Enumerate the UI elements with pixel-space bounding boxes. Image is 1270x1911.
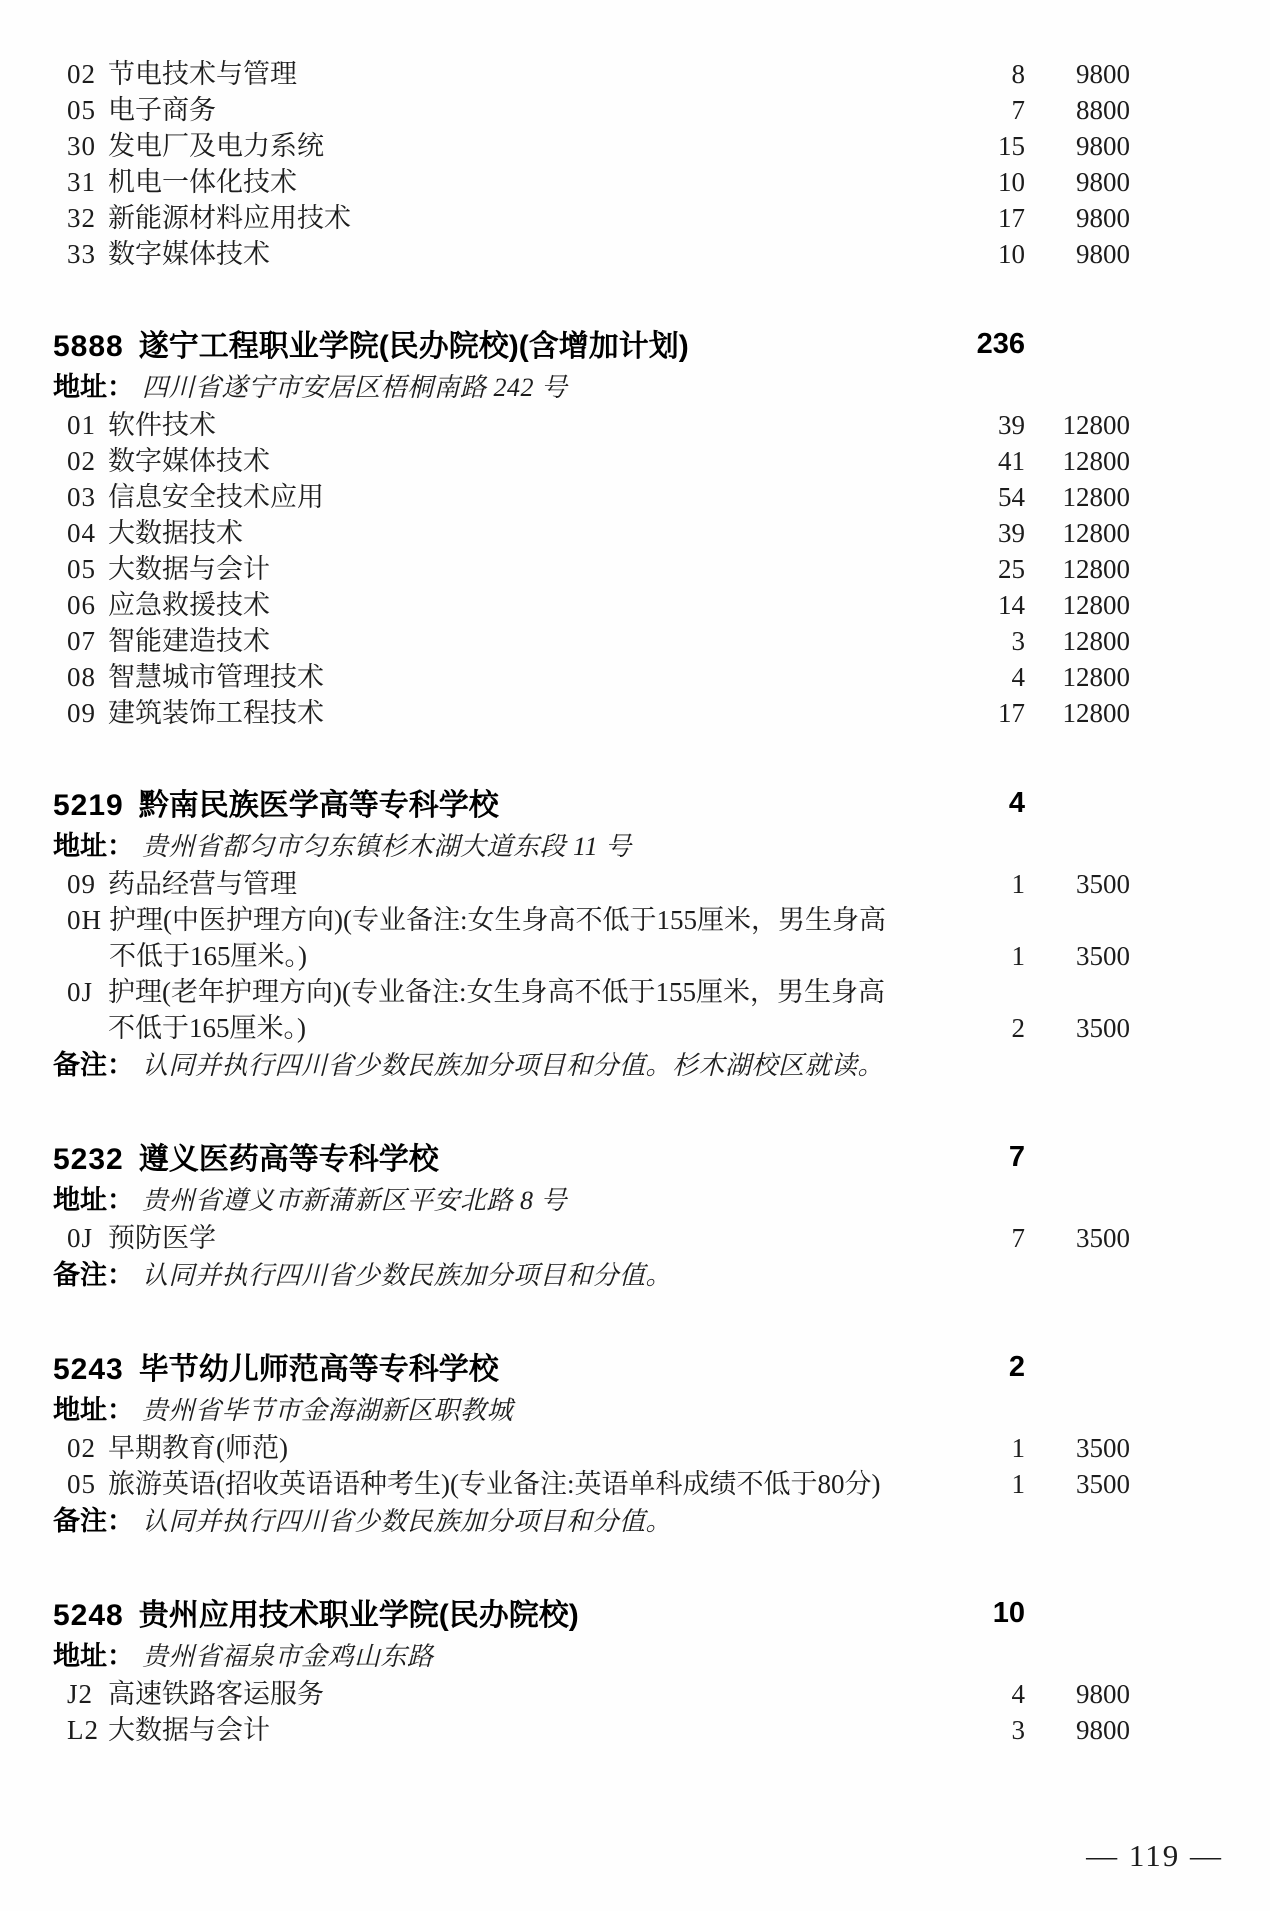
major-code: 01 xyxy=(67,410,96,440)
tuition-fee: 12800 xyxy=(1062,482,1130,512)
plan-count: 4 xyxy=(1011,1679,1025,1709)
major-name: 护理(老年护理方向)(专业备注:女生身高不低于155厘米，男生身高不低于165厘米。) xyxy=(108,977,885,1043)
major-row xyxy=(53,443,1130,479)
college-header xyxy=(53,1139,1130,1181)
major-code: 30 xyxy=(67,131,96,161)
major-row xyxy=(53,1466,1130,1502)
major-code: 0J xyxy=(67,1223,94,1253)
major-row xyxy=(53,587,1130,623)
college-code: 5888 xyxy=(53,330,124,363)
major-row xyxy=(53,200,1130,236)
college-note-row xyxy=(53,1502,1130,1541)
tuition-fee: 12800 xyxy=(1062,698,1130,728)
major-row xyxy=(53,551,1130,587)
major-name: 数字媒体技术 xyxy=(108,446,270,476)
major-row xyxy=(53,974,1130,1046)
tuition-fee: 9800 xyxy=(1076,239,1130,269)
major-name: 节电技术与管理 xyxy=(108,59,297,89)
major-code: 07 xyxy=(67,626,96,656)
major-row xyxy=(53,164,1130,200)
tuition-fee: 12800 xyxy=(1062,446,1130,476)
major-row xyxy=(53,92,1130,128)
college-header xyxy=(53,326,1130,368)
plan-count: 41 xyxy=(998,446,1025,476)
college-header xyxy=(53,1595,1130,1637)
major-row xyxy=(53,479,1130,515)
major-name: 信息安全技术应用 xyxy=(108,482,324,512)
college-code: 5243 xyxy=(53,1353,124,1386)
college-section xyxy=(53,1349,1130,1541)
tuition-fee: 12800 xyxy=(1062,554,1130,584)
major-name: 大数据与会计 xyxy=(108,554,270,584)
major-code: 02 xyxy=(67,59,96,89)
college-address-row xyxy=(53,827,1130,866)
address-text: 贵州省福泉市金鸡山东路 xyxy=(142,1642,434,1671)
address-label: 地址： xyxy=(53,1395,134,1425)
tuition-fee: 12800 xyxy=(1062,626,1130,656)
plan-count: 54 xyxy=(998,482,1025,512)
major-name: 早期教育(师范) xyxy=(108,1433,288,1463)
major-code: 03 xyxy=(67,482,96,512)
note-text: 认同并执行四川省少数民族加分项目和分值。 xyxy=(142,1261,673,1290)
tuition-fee: 12800 xyxy=(1062,662,1130,692)
major-code: 09 xyxy=(67,869,96,899)
plan-count: 8 xyxy=(1011,59,1025,89)
tuition-fee: 3500 xyxy=(1076,1223,1130,1253)
major-code: 08 xyxy=(67,662,96,692)
major-row xyxy=(53,407,1130,443)
plan-count: 4 xyxy=(1011,662,1025,692)
major-code: J2 xyxy=(67,1679,94,1709)
tuition-fee: 9800 xyxy=(1076,59,1130,89)
major-code: L2 xyxy=(67,1715,99,1745)
address-label: 地址： xyxy=(53,1641,134,1671)
college-address-row xyxy=(53,1637,1130,1676)
major-name: 药品经营与管理 xyxy=(108,869,297,899)
major-row xyxy=(53,1712,1130,1748)
major-name: 软件技术 xyxy=(108,410,216,440)
plan-count: 2 xyxy=(1011,1013,1025,1043)
college-code: 5219 xyxy=(53,789,124,822)
plan-count: 7 xyxy=(1011,95,1025,125)
address-text: 四川省遂宁市安居区梧桐南路 242 号 xyxy=(142,373,568,402)
major-row xyxy=(53,515,1130,551)
college-name: 遂宁工程职业学院(民办院校)(含增加计划) xyxy=(138,330,689,363)
major-code: 32 xyxy=(67,203,96,233)
college-plan-count: 4 xyxy=(1008,787,1025,819)
address-text: 贵州省毕节市金海湖新区职教城 xyxy=(142,1396,514,1425)
college-header xyxy=(53,785,1130,827)
major-name: 旅游英语(招收英语语种考生)(专业备注:英语单科成绩不低于80分) xyxy=(108,1469,881,1499)
tuition-fee: 9800 xyxy=(1076,1715,1130,1745)
tuition-fee: 3500 xyxy=(1076,941,1130,971)
major-row xyxy=(53,695,1130,731)
tuition-fee: 9800 xyxy=(1076,131,1130,161)
tuition-fee: 12800 xyxy=(1062,590,1130,620)
major-row xyxy=(53,902,1130,974)
major-name: 应急救援技术 xyxy=(108,590,270,620)
plan-count: 1 xyxy=(1011,1433,1025,1463)
college-header xyxy=(53,1349,1130,1391)
major-code: 0J xyxy=(67,977,94,1007)
major-row xyxy=(53,1676,1130,1712)
college-plan-count: 236 xyxy=(976,328,1025,360)
major-name: 智能建造技术 xyxy=(108,626,270,656)
plan-count: 1 xyxy=(1011,869,1025,899)
major-row xyxy=(53,623,1130,659)
major-name: 电子商务 xyxy=(108,95,216,125)
college-address-row xyxy=(53,1391,1130,1430)
tuition-fee: 9800 xyxy=(1076,203,1130,233)
tuition-fee: 3500 xyxy=(1076,1469,1130,1499)
college-address-row xyxy=(53,368,1130,407)
plan-count: 10 xyxy=(998,167,1025,197)
page-number: — 119 — xyxy=(1086,1838,1223,1873)
tuition-fee: 8800 xyxy=(1076,95,1130,125)
major-code: 04 xyxy=(67,518,96,548)
college-name: 遵义医药高等专科学校 xyxy=(138,1143,439,1176)
plan-count: 3 xyxy=(1011,626,1025,656)
major-row xyxy=(53,1430,1130,1466)
plan-count: 39 xyxy=(998,410,1025,440)
major-code: 02 xyxy=(67,1433,96,1463)
tuition-fee: 12800 xyxy=(1062,518,1130,548)
college-code: 5232 xyxy=(53,1143,124,1176)
major-name: 机电一体化技术 xyxy=(108,167,297,197)
tuition-fee: 3500 xyxy=(1076,869,1130,899)
major-row xyxy=(53,56,1130,92)
major-code: 31 xyxy=(67,167,96,197)
college-code: 5248 xyxy=(53,1599,124,1632)
major-name: 护理(中医护理方向)(专业备注:女生身高不低于155厘米，男生身高不低于165厘米。) xyxy=(109,905,886,971)
college-name: 黔南民族医学高等专科学校 xyxy=(138,789,499,822)
college-section xyxy=(53,326,1130,731)
major-code: 33 xyxy=(67,239,96,269)
major-row xyxy=(53,659,1130,695)
major-row xyxy=(53,866,1130,902)
major-name: 大数据与会计 xyxy=(108,1715,270,1745)
note-label: 备注： xyxy=(53,1506,134,1536)
college-plan-count: 7 xyxy=(1008,1141,1025,1173)
address-label: 地址： xyxy=(53,831,134,861)
major-name: 新能源材料应用技术 xyxy=(108,203,351,233)
address-text: 贵州省都匀市匀东镇杉木湖大道东段 11 号 xyxy=(142,832,632,861)
major-code: 02 xyxy=(67,446,96,476)
major-code: 05 xyxy=(67,95,96,125)
college-note-row xyxy=(53,1046,1130,1085)
plan-count: 17 xyxy=(998,203,1025,233)
major-name: 智慧城市管理技术 xyxy=(108,662,324,692)
college-name: 毕节幼儿师范高等专科学校 xyxy=(138,1353,499,1386)
major-name: 发电厂及电力系统 xyxy=(108,131,324,161)
college-name: 贵州应用技术职业学院(民办院校) xyxy=(138,1599,579,1632)
tuition-fee: 3500 xyxy=(1076,1013,1130,1043)
note-label: 备注： xyxy=(53,1050,134,1080)
major-row xyxy=(53,1220,1130,1256)
college-section xyxy=(53,1595,1130,1748)
major-code: 06 xyxy=(67,590,96,620)
major-name: 建筑装饰工程技术 xyxy=(108,698,324,728)
plan-count: 3 xyxy=(1011,1715,1025,1745)
major-name: 高速铁路客运服务 xyxy=(108,1679,324,1709)
plan-count: 7 xyxy=(1011,1223,1025,1253)
tuition-fee: 9800 xyxy=(1076,1679,1130,1709)
major-name: 大数据技术 xyxy=(108,518,243,548)
college-plan-count: 2 xyxy=(1008,1351,1025,1383)
plan-count: 15 xyxy=(998,131,1025,161)
address-text: 贵州省遵义市新蒲新区平安北路 8 号 xyxy=(142,1186,568,1215)
major-row xyxy=(53,236,1130,272)
college-plan-count: 10 xyxy=(992,1597,1025,1629)
major-code: 05 xyxy=(67,554,96,584)
plan-count: 17 xyxy=(998,698,1025,728)
tuition-fee: 3500 xyxy=(1076,1433,1130,1463)
plan-count: 1 xyxy=(1011,1469,1025,1499)
note-text: 认同并执行四川省少数民族加分项目和分值。杉木湖校区就读。 xyxy=(142,1051,885,1080)
plan-count: 14 xyxy=(998,590,1025,620)
college-section xyxy=(53,1139,1130,1295)
major-name: 数字媒体技术 xyxy=(108,239,270,269)
note-text: 认同并执行四川省少数民族加分项目和分值。 xyxy=(142,1507,673,1536)
address-label: 地址： xyxy=(53,372,134,402)
major-row xyxy=(53,128,1130,164)
college-address-row xyxy=(53,1181,1130,1220)
plan-count: 39 xyxy=(998,518,1025,548)
plan-count: 25 xyxy=(998,554,1025,584)
major-code: 09 xyxy=(67,698,96,728)
college-section xyxy=(53,785,1130,1085)
major-code: 0H xyxy=(67,905,102,935)
note-label: 备注： xyxy=(53,1260,134,1290)
admission-plan-list xyxy=(53,56,1130,1748)
plan-count: 1 xyxy=(1011,941,1025,971)
tuition-fee: 12800 xyxy=(1062,410,1130,440)
major-name: 预防医学 xyxy=(108,1223,216,1253)
college-note-row xyxy=(53,1256,1130,1295)
major-code: 05 xyxy=(67,1469,96,1499)
address-label: 地址： xyxy=(53,1185,134,1215)
plan-count: 10 xyxy=(998,239,1025,269)
tuition-fee: 9800 xyxy=(1076,167,1130,197)
